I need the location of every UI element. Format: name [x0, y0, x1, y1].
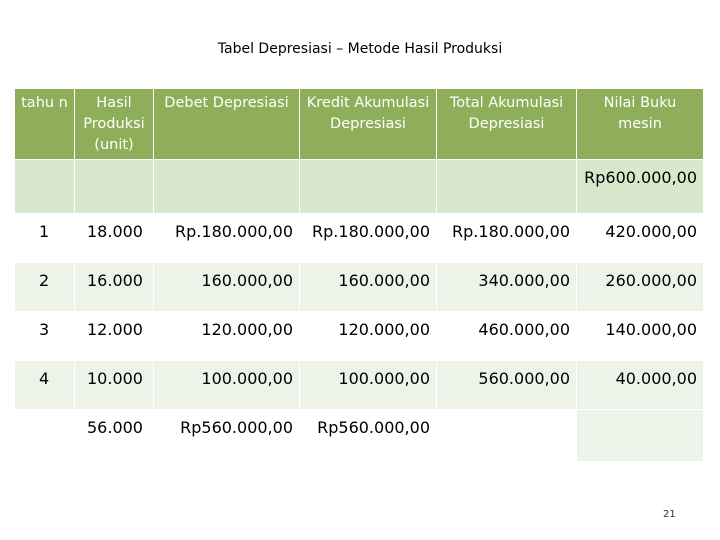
- init-cell-total: [437, 160, 577, 214]
- total-cell-book-value: [577, 410, 704, 462]
- table-row: [15, 263, 704, 312]
- initial-book-value: Rp600.000,00: [577, 160, 704, 214]
- header-credit: Kredit Akumulasi Depresiasi: [300, 89, 437, 160]
- cell-total: Rp.180.000,00: [437, 214, 577, 263]
- cell-book-value: 140.000,00: [577, 312, 704, 361]
- cell-production: 12.000: [75, 312, 154, 361]
- total-cell-year: [15, 410, 75, 462]
- init-cell-year: [15, 160, 75, 214]
- cell-credit: 120.000,00: [300, 312, 437, 361]
- cell-year: 3: [15, 312, 75, 361]
- initial-value-row: [15, 160, 704, 214]
- cell-total: 460.000,00: [437, 312, 577, 361]
- header-book-value: Nilai Buku mesin: [577, 89, 704, 160]
- header-debit: Debet Depresiasi: [154, 89, 300, 160]
- cell-debit: 160.000,00: [154, 263, 300, 312]
- total-credit: Rp560.000,00: [300, 410, 437, 462]
- cell-production: 16.000: [75, 263, 154, 312]
- totals-row: [15, 410, 704, 462]
- cell-debit: 100.000,00: [154, 361, 300, 410]
- cell-debit: Rp.180.000,00: [154, 214, 300, 263]
- cell-credit: 100.000,00: [300, 361, 437, 410]
- cell-credit: Rp.180.000,00: [300, 214, 437, 263]
- init-cell-production: [75, 160, 154, 214]
- table-row: [15, 214, 704, 263]
- cell-debit: 120.000,00: [154, 312, 300, 361]
- page-title: Tabel Depresiasi – Metode Hasil Produksi: [217, 41, 503, 57]
- header-row: [15, 89, 704, 160]
- cell-year: 1: [15, 214, 75, 263]
- cell-year: 2: [15, 263, 75, 312]
- cell-production: 18.000: [75, 214, 154, 263]
- table-row: [15, 361, 704, 410]
- total-cell-total: [437, 410, 577, 462]
- cell-production: 10.000: [75, 361, 154, 410]
- table-row: [15, 312, 704, 361]
- cell-book-value: 40.000,00: [577, 361, 704, 410]
- cell-year: 4: [15, 361, 75, 410]
- cell-book-value: 260.000,00: [577, 263, 704, 312]
- header-year: tahu n: [15, 89, 75, 160]
- cell-total: 560.000,00: [437, 361, 577, 410]
- header-total: Total Akumulasi Depresiasi: [437, 89, 577, 160]
- total-debit: Rp560.000,00: [154, 410, 300, 462]
- init-cell-debit: [154, 160, 300, 214]
- header-production: Hasil Produksi (unit): [75, 89, 154, 160]
- total-production: 56.000: [75, 410, 154, 462]
- cell-credit: 160.000,00: [300, 263, 437, 312]
- page-number: 21: [663, 509, 676, 520]
- depreciation-table: [14, 88, 704, 462]
- cell-total: 340.000,00: [437, 263, 577, 312]
- cell-book-value: 420.000,00: [577, 214, 704, 263]
- init-cell-credit: [300, 160, 437, 214]
